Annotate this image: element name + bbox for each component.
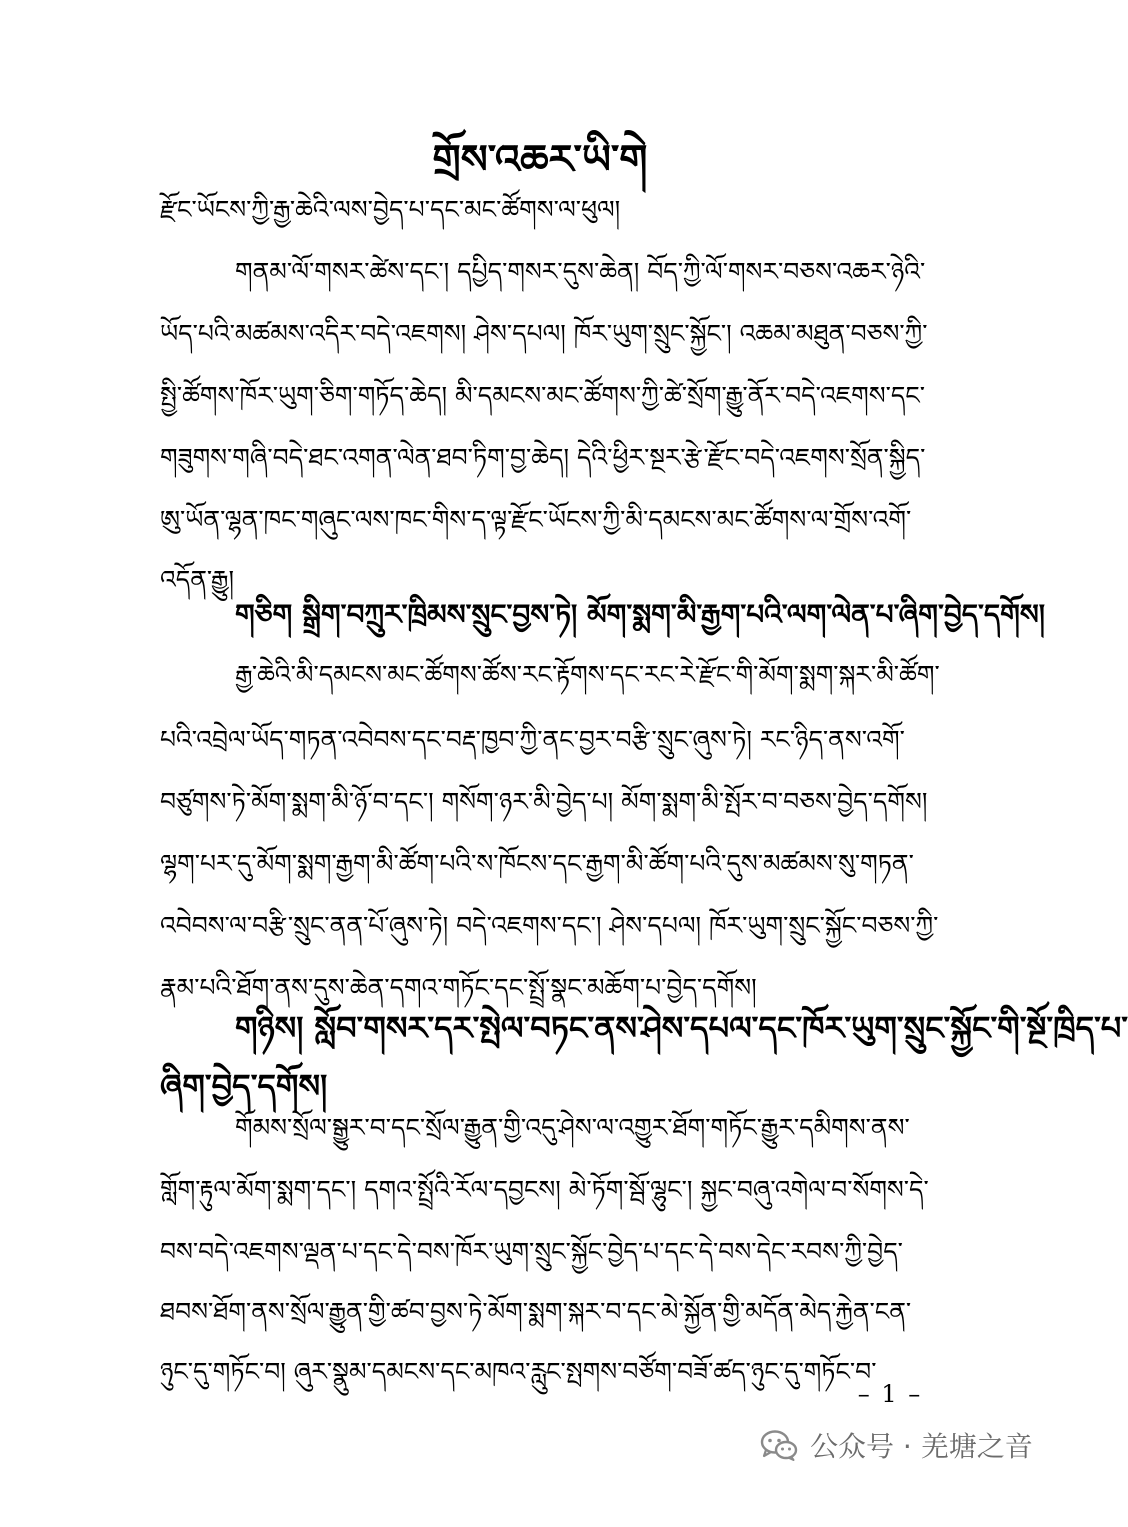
- paragraph-2-line: རྒྱ་ཆེའི་མི་དམངས་མང་ཚོགས་ཚོས་རང་རྟོགས་དང་རང་རེ་རྫོང་གི་མོག་སྨག་སྐར་མི་ཚོག་: [235, 660, 940, 689]
- document-title: གྲོས་འཆར་ཡི་གེ: [432, 136, 648, 183]
- watermark: [760, 1420, 1033, 1470]
- paragraph-2-line: འབེབས་ལ་བརྩི་སྲུང་ནན་པོ་ཞུས་ཏེ། བདེ་འཇགས་དང་། ཤེས་དཔལ། ཁོར་ཡུག་སྲུང་སྐྱོང་བཅས་ཀྱི་: [160, 911, 939, 940]
- paragraph-1-line: འདོན་རྒྱུ།: [160, 565, 235, 594]
- paragraph-1-line: ཨུ་ཡོན་ལྷན་ཁང་གཞུང་ལས་ཁང་གིས་ད་ལྟ་རྫོང་ཡོངས་ཀྱི་མི་དམངས་མང་ཚོགས་ལ་གྲོས་འགོ་: [160, 505, 912, 534]
- paragraph-2-line: རྣམ་པའི་ཐོག་ནས་དུས་ཆེན་དགའ་གཏོང་དང་སྤྲོ་སྣང་མཆོག་པ་བྱེད་དགོས།: [160, 973, 757, 1002]
- paragraph-2-line: ལྷག་པར་དུ་མོག་སྨག་རྒྱག་མི་ཚོག་པའི་ས་ཁོངས་དང་རྒྱག་མི་ཚོག་པའི་དུས་མཚམས་སུ་གཏན་: [160, 849, 914, 878]
- intro-line: རྫོང་ཡོངས་ཀྱི་རྒྱ་ཆེའི་ལས་བྱེད་པ་དང་མང་ཚོགས་ལ་ཕུལ།: [160, 195, 621, 224]
- paragraph-3-line: བས་བདེ་འཇགས་ལྡན་པ་དང་དེ་བས་ཁོར་ཡུག་སྲུང་སྐྱོང་བྱེད་པ་དང་དེ་བས་དེང་རབས་ཀྱི་བྱེད་: [160, 1237, 903, 1266]
- paragraph-2-line: པའི་འབྲེལ་ཡོད་གཏན་འབེབས་དང་བརྡ་ཁྱབ་ཀྱི་ནང་བྱར་བརྩི་སྲུང་ཞུས་ཏེ། རང་ཉིད་ནས་འགོ་: [160, 725, 905, 754]
- section-heading-2: གཉིས། སློབ་གསར་དར་སྤེལ་བཏང་ནས་ཤེས་དཔལ་དང་ཁོར་ཡུག་སྲུང་སྐྱོང་གི་སྔོ་ཁྲིད་པ་: [235, 1009, 1128, 1047]
- paragraph-1-line: གཟུགས་གཞི་བདེ་ཐང་འགན་ལེན་ཐབ་ཏིག་བྱ་ཆེད། དེའི་ཕྱིར་སྔར་རྩེ་རྫོང་བདེ་འཇགས་སྲོན་སྐྱིད་: [160, 443, 926, 472]
- paragraph-1-line: ཡོད་པའི་མཚམས་འདིར་བདེ་འཇགས། ཤེས་དཔལ། ཁོར་ཡུག་སྲུང་སྐྱོང་། འཆམ་མཐུན་བཅས་ཀྱི་: [160, 319, 928, 348]
- paragraph-3-line: ཐབས་ཐོག་ནས་སྲོལ་རྒྱུན་གྱི་ཚབ་བྱས་ཏེ་མོག་སྨག་སྐར་བ་དང་མེ་སྐྱོན་གྱི་མདོན་མེད་རྐྱེན་ངན་: [160, 1297, 912, 1326]
- paragraph-1-line: སྤྱི་ཚོགས་ཁོར་ཡུག་ཅིག་གཏོད་ཆེད། མི་དམངས་མང་ཚོགས་ཀྱི་ཚེ་སྲོག་རྒྱུ་ནོར་བདེ་འཇགས་དང་: [160, 381, 925, 410]
- paragraph-3-line: ཉུང་དུ་གཏོང་བ། ཞུར་སྣུམ་དམངས་དང་མཁའ་རླུང་སྤགས་བཙོག་བཟོ་ཚད་ཉུང་དུ་གཏོང་བ་: [160, 1357, 877, 1386]
- wechat-icon: [760, 1429, 798, 1461]
- paragraph-3-line: གློག་རྟུལ་མོག་སྨག་དང་། དགའ་སྤྲོའི་རོལ་དབྱངས། མེ་ཏོག་སྦོ་ལྷུང་། སྐྱང་བཞུ་འགེལ་བ་སོགས་དེ་: [160, 1175, 929, 1204]
- paragraph-1-line: གནམ་ལོ་གསར་ཚེས་དང་། དཔྱིད་གསར་དུས་ཆེན། བོད་ཀྱི་ལོ་གསར་བཅས་འཆར་ཉེའི་: [235, 257, 926, 286]
- section-heading-2: ཞིག་བྱེད་དགོས།: [160, 1067, 328, 1105]
- watermark-text: 公众号 · 羌塘之音: [810, 1430, 1033, 1463]
- paragraph-2-line: བཙུགས་ཏེ་མོག་སྨག་མི་ཉོ་བ་དང་། གསོག་ཉར་མི་བྱེད་པ། མོག་སྨག་མི་སྤོར་བ་བཅས་བྱེད་དགོས།: [160, 787, 928, 816]
- section-heading-1: གཅིག སྒྲིག་བཀྲུར་ཁྲིམས་སྲུང་བྱས་ཏེ། མོག་སྨག་མི་རྒྱག་པའི་ལག་ལེན་པ་ཞིག་བྱེད་དགོས།: [235, 598, 1045, 631]
- paragraph-3-line: གོམས་སྲོལ་སྒྱུར་བ་དང་སྲོལ་རྒྱུན་གྱི་འདུ་ཤེས་ལ་འགྱུར་ཐོག་གཏོང་རྒྱུར་དམིགས་ནས་: [235, 1113, 910, 1142]
- page-number: – 1 –: [857, 1380, 923, 1408]
